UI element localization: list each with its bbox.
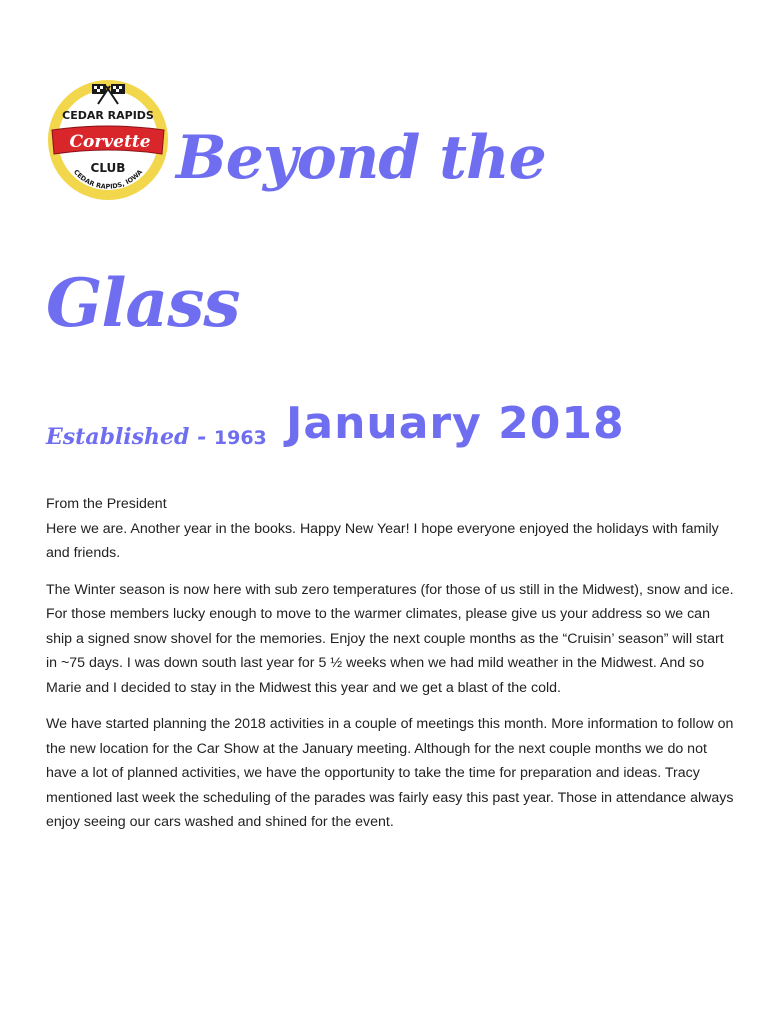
logo-bottom-text-path: CEDAR RAPIDS, IOWA: [71, 168, 145, 191]
club-logo-seal: [44, 74, 172, 202]
newsletter-title-line1: Beyond the: [176, 123, 546, 193]
article-paragraph: We have started planning the 2018 activities in a couple of meetings this month. More information to follow on the new location for the Car Show at the January meeting. Although for the next couple months we do not have a lot of planned activities, we have the opportunity to take the time for preparation and ideas. Tracy mentioned last week the scheduling of the parades was fairly easy this past year. Those in attendance always enjoy seeing our cars washed and shined for the event.: [46, 716, 734, 830]
established-year: 1963: [213, 427, 267, 449]
article-paragraph: Here we are. Another year in the books. Happy New Year! I hope everyone enjoyed the holidays with family and friends.: [46, 520, 719, 561]
club-logo: [44, 74, 172, 202]
established-label: Established -: [46, 424, 214, 450]
article-body: [46, 492, 736, 847]
issue-date: January 2018: [286, 398, 625, 449]
newsletter-title-line2: Glass: [46, 264, 240, 342]
article-heading: From the President: [46, 496, 167, 512]
logo-script-text: Corvette: [69, 132, 151, 152]
established-line: [46, 424, 267, 450]
logo-club-text: CLUB: [90, 161, 126, 175]
article-paragraph: The Winter season is now here with sub zero temperatures (for those of us still in the Midwest), snow and ice. For those members lucky enough to move to the warmer climates, please give us your address so we can ship a signed snow shovel for the memories. Enjoy the next couple months as the “Cruisin’ season” will start in ~75 days. I was down south last year for 5 ½ weeks when we had mild weather in the Midwest. And so Marie and I decided to stay in the Midwest this year and we get a blast of the cold.: [46, 581, 734, 696]
logo-top-text: CEDAR RAPIDS: [62, 109, 154, 122]
